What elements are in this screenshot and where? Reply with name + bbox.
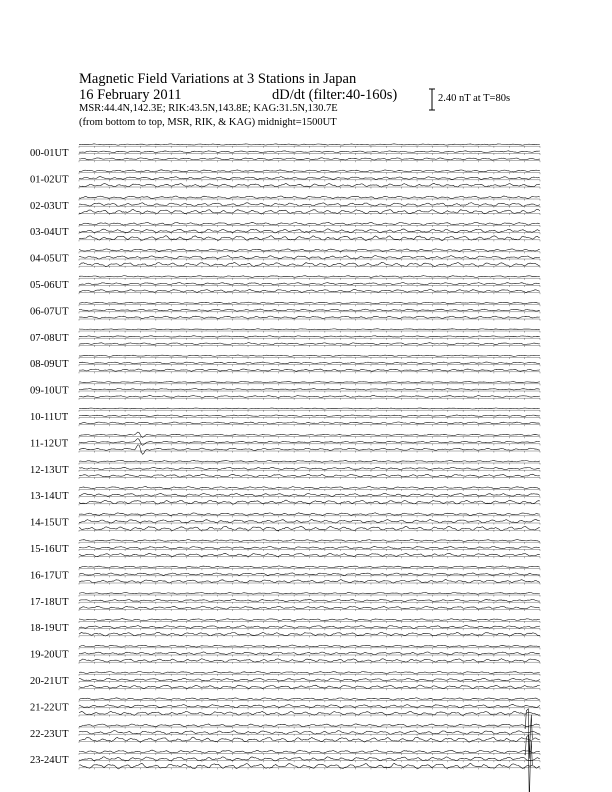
trace-kag — [79, 276, 540, 278]
trace-rik — [79, 177, 540, 180]
station-order-note: (from bottom to top, MSR, RIK, & KAG) midnight=1500UT — [79, 117, 337, 128]
hour-row — [30, 196, 540, 215]
hour-label: 02-03UT — [30, 200, 69, 212]
hour-label: 16-17UT — [30, 570, 69, 582]
trace-kag — [79, 513, 540, 516]
trace-rik — [79, 678, 540, 681]
hour-label: 00-01UT — [30, 148, 69, 159]
trace-rik — [79, 705, 540, 708]
hour-label: 17-18UT — [30, 596, 69, 608]
trace-rik — [79, 493, 540, 496]
hour-row — [30, 408, 540, 426]
hour-label: 09-10UT — [30, 385, 69, 397]
trace-msr — [79, 580, 540, 583]
hour-label: 05-06UT — [30, 280, 69, 291]
hour-row — [30, 249, 540, 268]
trace-rik — [79, 256, 540, 259]
hour-label: 06-07UT — [30, 306, 69, 318]
trace-rik — [79, 730, 540, 734]
trace-kag — [79, 698, 540, 700]
hour-row — [30, 750, 540, 769]
hour-label: 12-13UT — [30, 464, 69, 476]
trace-msr — [79, 553, 540, 556]
trace-rik — [79, 336, 540, 338]
trace-kag — [79, 645, 540, 647]
hour-rows — [30, 144, 540, 792]
hour-label: 10-11UT — [30, 412, 69, 423]
trace-rik — [79, 309, 540, 311]
hour-row — [30, 645, 540, 664]
trace-kag — [79, 750, 540, 753]
trace-kag — [79, 408, 540, 409]
trace-rik — [79, 415, 540, 417]
component-filter-label: dD/dt (filter:40-160s) — [272, 87, 398, 103]
hour-row — [30, 170, 540, 189]
hour-label: 08-09UT — [30, 359, 69, 371]
hour-row — [30, 460, 540, 479]
hour-label: 04-05UT — [30, 253, 69, 265]
trace-rik — [79, 652, 540, 655]
trace-msr — [79, 500, 540, 504]
trace-msr — [79, 262, 540, 266]
trace-kag — [79, 329, 540, 330]
trace-msr — [79, 606, 540, 609]
trace-msr — [79, 396, 540, 398]
hour-row — [30, 592, 540, 611]
trace-rik — [79, 229, 540, 233]
trace-rik — [79, 283, 540, 285]
trace-kag — [79, 619, 540, 621]
trace-kag — [79, 355, 540, 356]
trace-msr — [79, 422, 540, 424]
trace-rik — [79, 626, 540, 629]
trace-kag — [79, 724, 540, 727]
trace-rik — [79, 599, 540, 601]
trace-rik — [79, 573, 540, 576]
trace-msr — [79, 632, 540, 636]
trace-kag — [79, 540, 540, 542]
trace-kag — [79, 222, 540, 225]
trace-msr — [79, 289, 540, 292]
hour-row — [30, 724, 540, 743]
trace-kag — [79, 566, 540, 568]
trace-msr — [79, 369, 540, 371]
trace-msr — [79, 659, 540, 662]
hour-row — [30, 432, 540, 454]
hour-label: 15-16UT — [30, 544, 69, 555]
scale-bar-label: 2.40 nT at T=80s — [438, 93, 511, 104]
trace-msr — [79, 445, 540, 455]
trace-msr — [79, 343, 540, 345]
trace-msr — [79, 685, 540, 689]
trace-msr — [79, 711, 540, 715]
hour-label: 11-12UT — [30, 438, 69, 450]
trace-kag — [79, 672, 540, 674]
chart-date: 16 February 2011 — [79, 87, 182, 103]
hour-label: 23-24UT — [30, 755, 69, 767]
chart-title: Magnetic Field Variations at 3 Stations in Japan — [79, 71, 357, 87]
trace-msr — [79, 474, 540, 477]
trace-rik — [79, 519, 540, 523]
hour-label: 21-22UT — [30, 702, 69, 714]
hour-row — [30, 302, 540, 320]
trace-rik — [79, 388, 540, 390]
trace-kag — [79, 487, 540, 489]
hour-row — [30, 329, 540, 347]
hour-row — [30, 566, 540, 585]
hour-row — [30, 513, 540, 532]
hour-label: 13-14UT — [30, 491, 69, 503]
hour-label: 07-08UT — [30, 332, 69, 344]
trace-kag — [79, 592, 540, 594]
trace-kag — [79, 382, 540, 383]
trace-rik — [79, 151, 540, 153]
trace-rik — [79, 467, 540, 469]
trace-rik — [79, 757, 540, 761]
hour-row — [30, 276, 540, 295]
hour-label: 01-02UT — [30, 174, 69, 186]
station-coordinates: MSR:44.4N,142.3E; RIK:43.5N,143.8E; KAG:31.5N,130.7E — [79, 103, 338, 114]
trace-kag — [79, 302, 540, 304]
trace-msr — [79, 184, 540, 188]
hour-row — [30, 698, 540, 717]
hour-label: 14-15UT — [30, 517, 69, 529]
hour-row — [30, 355, 540, 373]
trace-kag — [79, 460, 540, 462]
hour-label: 18-19UT — [30, 623, 69, 635]
hour-row — [30, 222, 540, 241]
trace-kag — [79, 196, 540, 199]
hour-row — [30, 487, 540, 506]
trace-rik — [79, 362, 540, 364]
hour-label: 22-23UT — [30, 728, 69, 740]
hour-row — [30, 382, 540, 400]
scale-bar — [429, 89, 435, 110]
hour-row — [30, 540, 540, 559]
hour-row — [30, 672, 540, 691]
trace-kag — [79, 144, 540, 145]
hour-row — [30, 144, 540, 162]
hour-label: 20-21UT — [30, 676, 69, 687]
trace-kag — [79, 249, 540, 251]
trace-msr — [79, 158, 540, 160]
trace-rik — [79, 203, 540, 207]
hour-label: 19-20UT — [30, 649, 69, 661]
trace-msr — [79, 316, 540, 319]
hour-row — [30, 619, 540, 638]
trace-rik — [79, 546, 540, 549]
trace-kag — [79, 170, 540, 172]
hour-label: 03-04UT — [30, 227, 69, 239]
